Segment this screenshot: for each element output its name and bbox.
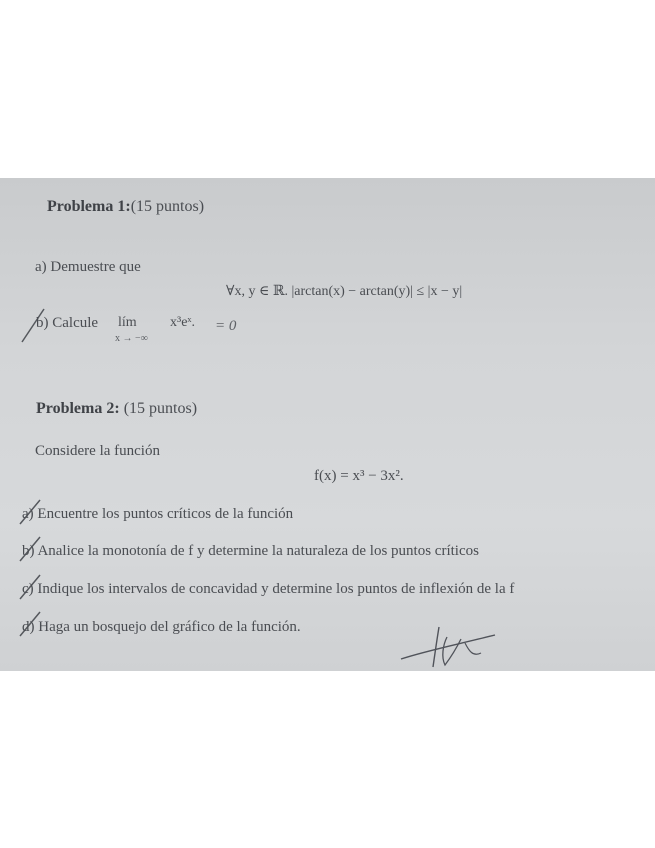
item-c-label: c)	[22, 581, 34, 597]
problem2-item-c	[22, 581, 655, 598]
problem2-function: f(x) = x³ − 3x².	[314, 468, 404, 484]
handwritten-signature	[395, 623, 505, 671]
item-b-text: Analice la monotonía de f y determine la naturaleza de los puntos críticos	[37, 543, 479, 559]
limit-subscript: x → −∞	[115, 333, 148, 344]
problem1-title-points: (15 puntos)	[130, 198, 205, 215]
exam-photo	[0, 178, 655, 671]
problem1-part-a	[35, 259, 141, 276]
problem2-item-b	[22, 543, 655, 560]
problem2-title-bold: Problema 2:	[36, 400, 120, 417]
item-d-label: d)	[22, 619, 35, 635]
item-a-label: a)	[22, 506, 34, 522]
part-b-text: Calcule	[52, 315, 99, 331]
part-b-label: b)	[36, 315, 49, 331]
part-a-formula: ∀x, y ∈ ℝ. |arctan(x) − arctan(y)| ≤ |x − y|	[226, 284, 463, 299]
limit-expression: x³eˣ.	[170, 315, 195, 330]
item-d-text: Haga un bosquejo del gráfico de la función.	[38, 619, 301, 635]
handwritten-answer: = 0	[215, 318, 237, 334]
problem1-part-b	[36, 315, 98, 332]
part-a-text: Demuestre que	[50, 259, 141, 275]
item-a-text: Encuentre los puntos críticos de la función	[37, 506, 294, 522]
problem2-item-d	[22, 619, 301, 636]
item-c-text: Indique los intervalos de concavidad y determine los puntos de inflexión de la f	[37, 581, 515, 597]
problem1-title	[47, 198, 204, 216]
problem2-title-points: (15 puntos)	[123, 400, 198, 417]
problem2-item-a	[22, 506, 293, 523]
part-a-label: a)	[35, 259, 47, 275]
problem1-title-bold: Problema 1:	[47, 198, 131, 215]
limit-operator: lím	[118, 315, 137, 330]
item-b-label: b)	[22, 543, 35, 559]
problem2-intro: Considere la función	[35, 443, 160, 459]
problem2-title	[36, 400, 197, 418]
